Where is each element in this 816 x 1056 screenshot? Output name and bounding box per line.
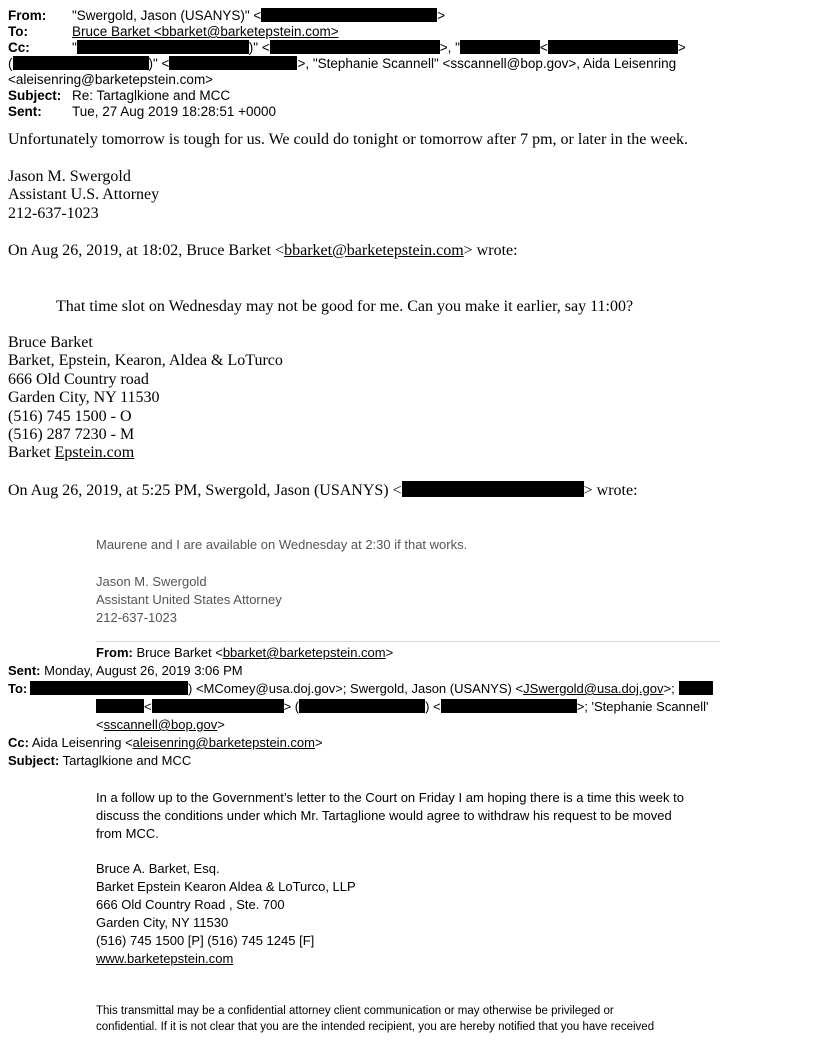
original-from: From: Bruce Barket <bbarket@barketepstein.com>	[96, 645, 394, 660]
divider	[96, 641, 720, 642]
redaction	[96, 699, 144, 713]
from-value: "Swergold, Jason (USANYS)" <	[72, 8, 262, 23]
header-cc: Cc: " )" < >, " < >	[8, 40, 686, 55]
disclaimer: This transmittal may be a confidential attorney client communication or may otherwise be privileged or confidential. If it is not clear that you are the intended recipient, you are hereby notified that you have received	[96, 1005, 655, 1033]
redaction	[261, 8, 437, 22]
website-link[interactable]: Epstein.com	[54, 444, 135, 462]
website-link[interactable]: www.barketepstein.com	[96, 951, 234, 966]
from-label: From:	[8, 8, 47, 23]
redaction	[152, 699, 284, 713]
redaction	[548, 40, 678, 54]
redaction	[13, 56, 149, 70]
redaction	[460, 40, 540, 54]
quote2-intro: On Aug 26, 2019, at 5:25 PM, Swergold, Jason (USANYS) < > wrote:	[8, 482, 638, 499]
original-body: In a follow up to the Government’s letter to the Court on Friday I am hoping there is a time this week to discuss the conditions under which Mr. Tartaglione would agree to withdraw his request to be moved from MCC.	[96, 790, 684, 841]
quote2-body: Maurene and I are available on Wednesday at 2:30 if that works.	[96, 537, 468, 552]
header-cc-line2: ( )" < >, "Stephanie Scannell" <sscannell@bop.gov>, Aida Leisenring	[8, 56, 677, 71]
subject-label: Subject:	[8, 88, 62, 103]
to-value[interactable]: Bruce Barket <bbarket@barketepstein.com>	[72, 24, 339, 39]
email-link[interactable]: sscannell@bop.gov	[103, 717, 218, 732]
quote1-body: That time slot on Wednesday may not be good for me. Can you make it earlier, say 11:00?	[56, 298, 634, 315]
header-to	[8, 24, 339, 40]
email-link[interactable]: JSwergold@usa.doj.gov	[523, 681, 664, 696]
redaction	[169, 56, 297, 70]
original-subject: Subject: Tartaglkione and MCC	[8, 753, 192, 768]
reply-signature: Jason M. Swergold Assistant U.S. Attorney 212-637-1023	[8, 168, 160, 222]
original-to-line3: <sscannell@bop.gov>	[96, 717, 225, 732]
header-cc-line3: <aleisenring@barketepstein.com>	[8, 72, 214, 87]
original-to-line2: < > ( ) < >; 'Stephanie Scannell'	[96, 699, 709, 714]
original-signature: Bruce A. Barket, Esq. Barket Epstein Kearon Aldea & LoTurco, LLP 666 Old Country Road , Ste. 700 Garden City, NY 11530 (516) 745 1500 [P] (516) 745 1245 [F] www.barketepstein.com	[96, 861, 356, 966]
redaction	[441, 699, 577, 713]
redaction	[77, 40, 249, 54]
quote2-signature: Jason M. Swergold Assistant United States Attorney 212-637-1023	[96, 574, 282, 625]
sent-label: Sent:	[8, 104, 42, 119]
original-to: To: ) <MComey@usa.doj.gov>; Swergold, Jason (USANYS) <JSwergold@usa.doj.gov>;	[8, 681, 713, 696]
original-sent: Sent: Monday, August 26, 2019 3:06 PM	[8, 663, 243, 678]
original-cc: Cc: Aida Leisenring <aleisenring@barketepstein.com>	[8, 735, 323, 750]
redaction	[270, 40, 440, 54]
quote1-intro: On Aug 26, 2019, at 18:02, Bruce Barket <bbarket@barketepstein.com> wrote:	[8, 242, 518, 259]
email-link[interactable]: aleisenring@barketepstein.com	[132, 735, 315, 750]
to-label: To:	[8, 24, 28, 39]
redaction	[299, 699, 425, 713]
quote1-signature: Bruce Barket Barket, Epstein, Kearon, Aldea & LoTurco 666 Old Country road Garden City, NY 11530 (516) 745 1500 - O (516) 287 7230 - M Barket Epstein.com	[8, 334, 283, 462]
redaction	[30, 681, 188, 695]
header-sent	[8, 104, 276, 120]
email-link[interactable]: bbarket@barketepstein.com	[284, 242, 464, 259]
redaction	[402, 481, 584, 497]
sent-value: Tue, 27 Aug 2019 18:28:51 +0000	[72, 104, 277, 119]
redaction	[679, 681, 713, 695]
email-link[interactable]: bbarket@barketepstein.com	[222, 645, 386, 660]
subject-value: Re: Tartaglkione and MCC	[72, 88, 231, 103]
cc-label: Cc:	[8, 40, 30, 55]
reply-body: Unfortunately tomorrow is tough for us. We could do tonight or tomorrow after 7 pm, or later in the week.	[8, 131, 689, 148]
header-subject	[8, 88, 230, 104]
header-from: From: "Swergold, Jason (USANYS)" < >	[8, 8, 446, 23]
